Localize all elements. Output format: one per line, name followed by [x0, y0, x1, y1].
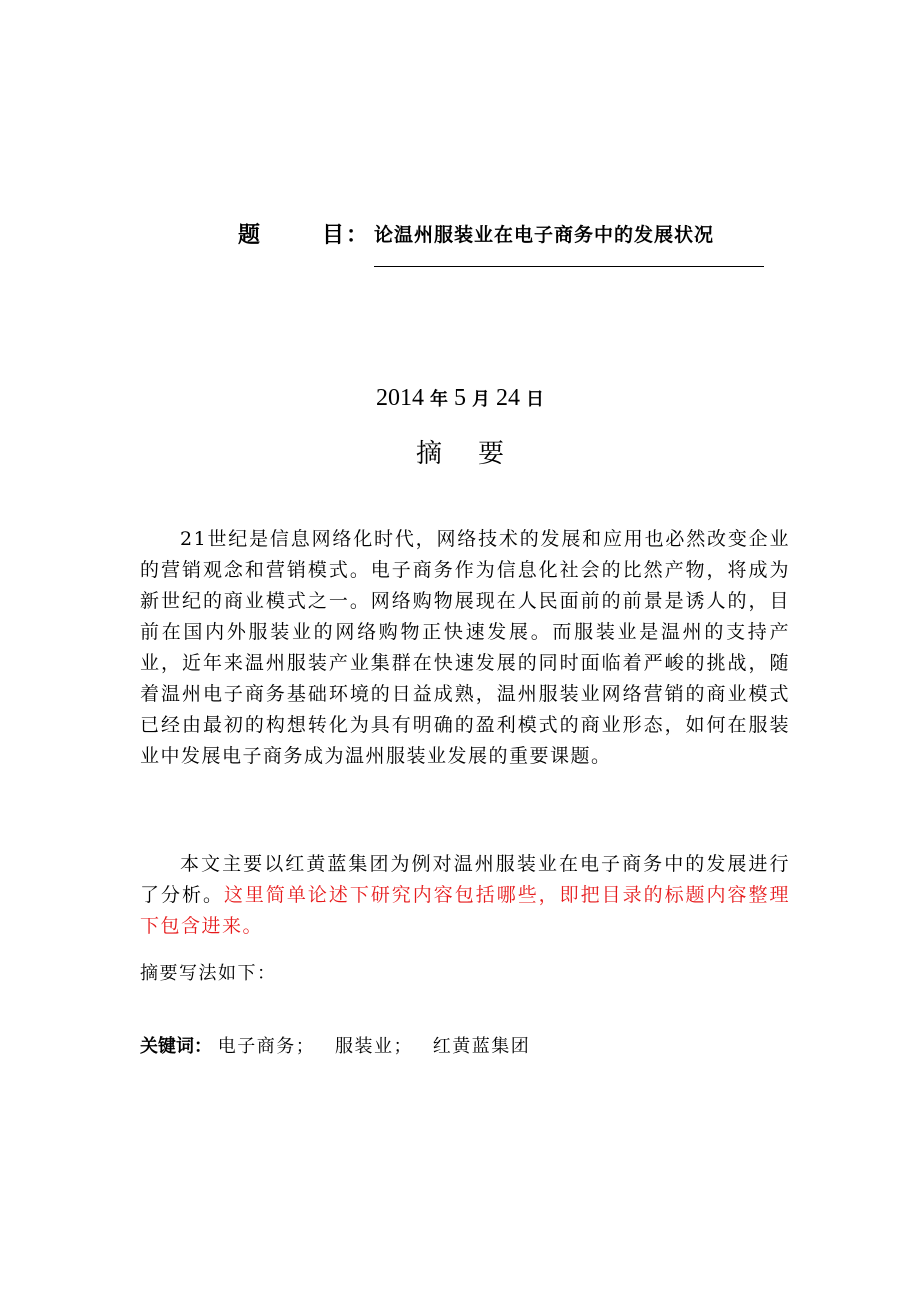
date-line [0, 385, 920, 412]
title-label-char-2: 目 [322, 223, 347, 248]
abstract-paragraph-2 [140, 849, 790, 942]
title-underline [374, 266, 764, 267]
abstract-body [140, 524, 790, 772]
abstract-paragraph-2-text: 本文主要以红黄蓝集团为例对温州服装业在电子商务中的发展进行了分析。 [140, 853, 790, 906]
thesis-title: 论温州服装业在电子商务中的发展状况 [374, 224, 715, 246]
date-month: 5 [454, 385, 466, 411]
date-year-unit: 年 [430, 389, 448, 410]
date-month-unit: 月 [472, 389, 490, 410]
date-day: 24 [496, 385, 520, 411]
date-year: 2014 [376, 385, 424, 411]
keywords-line [140, 1032, 530, 1058]
abstract-body-2 [140, 849, 790, 942]
title-label-char-1: 题 [238, 223, 263, 248]
keyword-item: 电子商务； [217, 1036, 316, 1057]
keyword-item: 服装业； [334, 1036, 413, 1057]
keywords-label: 关键词： [140, 1036, 212, 1057]
keyword-item: 红黄蓝集团 [432, 1036, 531, 1057]
abstract-heading: 摘要 [415, 439, 540, 469]
title-label-colon: ： [346, 223, 371, 248]
abstract-instruction-red: 这里简单论述下研究内容包括哪些，即把目录的标题内容整理下包含进来。 [140, 884, 790, 937]
abstract-note: 摘要写法如下： [140, 963, 277, 984]
abstract-paragraph-1: 21世纪是信息网络化时代，网络技术的发展和应用也必然改变企业的营销观念和营销模式。电子商务作为信息化社会的比然产物，将成为新世纪的商业模式之一。网络购物展现在人民面前的前景是诱人的，目前在国内外服装业的网络购物正快速发展。而服装业是温州的支持产业，近年来温州服装产业集群在快速发展的同时面临着严峻的挑战，随着温州电子商务基础环境的日益成熟，温州服装业网络营销的商业模式已经由最初的构想转化为具有明确的盈利模式的商业形态，如何在服装业中发展电子商务成为温州服装业发展的重要课题。 [140, 528, 790, 767]
date-day-unit: 日 [526, 389, 544, 410]
